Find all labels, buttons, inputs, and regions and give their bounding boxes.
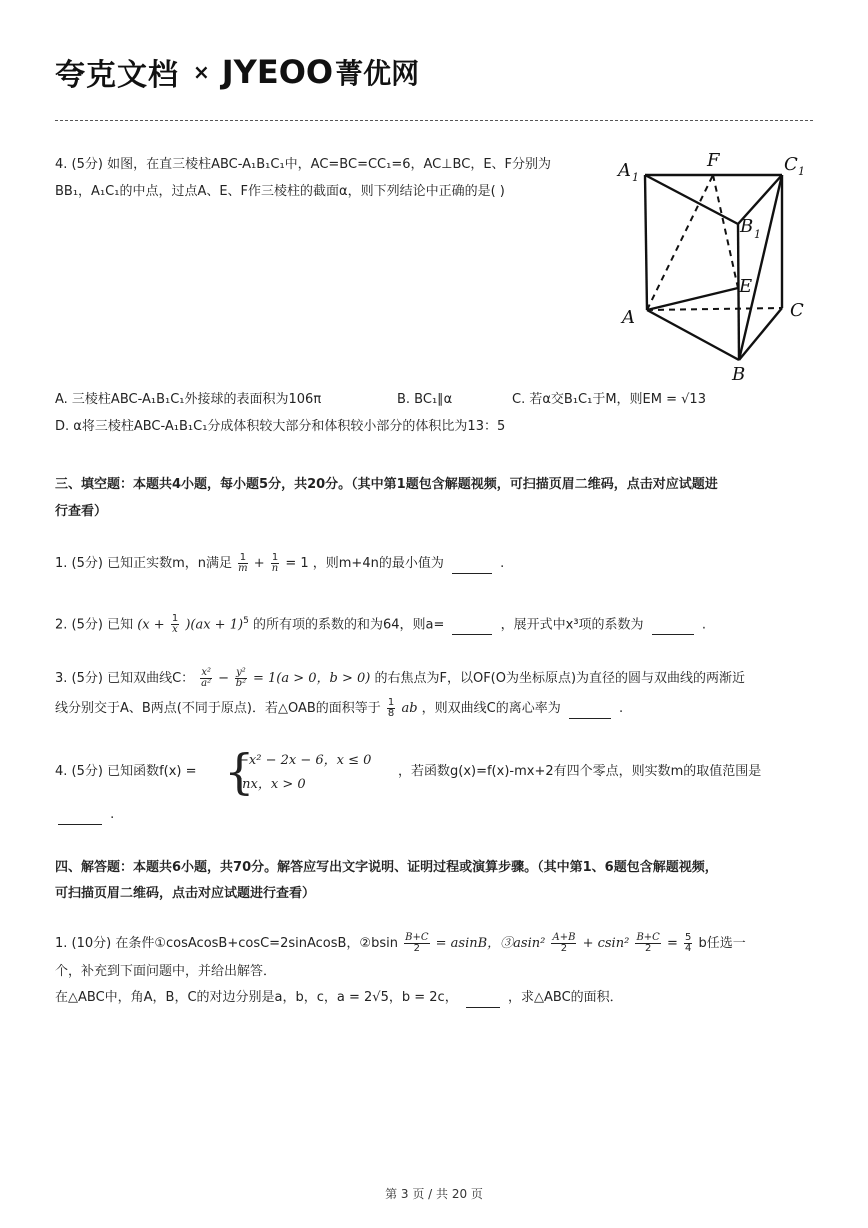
solve1-line1: 1. (10分) 在条件①cosAcosB+cosC=2sinAcosB，②bsin $\frac{B+C}{2}$ = asinB，③asin² $\frac{A+B}{2}$ + csin² $\frac{B+C}{2}$ = $\frac{5}{4}$ b任选一: [55, 932, 746, 954]
fill1-pre: 1. (5分) 已知正实数m，n满足: [55, 556, 232, 571]
edge-ac-hidden: [647, 308, 782, 310]
answer-blank[interactable]: [466, 993, 500, 1008]
brand-jyeoo: JYEOO: [221, 53, 334, 91]
solve1-line2: 个，补充到下面问题中，并给出解答．: [55, 964, 277, 979]
solve1-line3: 在△ABC中，角A，B，C的对边分别是a，b，c，a = 2√5，b = 2c， ，求△ABC的面积．: [55, 988, 623, 1008]
fill3-mid: 的右焦点为F，以OF(O为坐标原点)为直径的圆与双曲线的两渐近: [374, 671, 746, 686]
fill2-pre: 2. (5分) 已知: [55, 617, 134, 633]
header-divider: [55, 120, 813, 121]
fill3-line2: 线分别交于A、B两点(不同于原点)．若△OAB的面积等于 $\frac{1}{8}$ ab ，则双曲线C的离心率为 .: [55, 697, 624, 719]
times-sign: ×: [193, 60, 210, 84]
answer-blank[interactable]: [452, 559, 492, 574]
prism-figure: [612, 148, 812, 383]
edge-ae: [647, 288, 738, 310]
label-c1: C: [784, 154, 798, 175]
piecewise-brace: {: [224, 744, 255, 800]
page-footer: 第 3 页 / 共 20 页: [385, 1187, 483, 1201]
label-f: F: [707, 150, 720, 171]
fill4-answer: .: [58, 805, 114, 825]
edge-ab: [647, 310, 739, 360]
fill3-pre: 3. (5分) 已知双曲线C：: [55, 671, 195, 686]
answer-blank[interactable]: [569, 704, 611, 719]
fill1-mid: ，则m+4n的最小值为: [312, 556, 444, 571]
brand-jingyou: 菁优网: [335, 57, 420, 90]
q4-option-a: A. 三棱柱ABC-A₁B₁C₁外接球的表面积为106π: [55, 392, 322, 407]
fill2-mid: 的所有项的系数的和为64，则a=: [252, 617, 445, 633]
section4-title-line2: 可扫描页眉二维码，点击对应试题进行查看）: [55, 886, 316, 901]
answer-blank[interactable]: [452, 620, 492, 635]
label-a1-sub: 1: [632, 171, 639, 184]
edge-a1b1: [645, 175, 738, 224]
fill4-pre: 4. (5分) 已知函数f(x) =: [55, 764, 197, 779]
frac-1-over-n: $\frac{1}{n}$: [271, 552, 279, 574]
edge-aa1: [645, 175, 647, 310]
fill2: 2. (5分) 已知 (x + $\frac{1}{x}$ )(ax + 1)$^5$ 的所有项的系数的和为64，则a= ，展开式中x³项的系数为 .: [55, 613, 706, 636]
fill1: 1. (5分) 已知正实数m，n满足 $\frac{1}{m}$ + $\frac{1}{n}$ = 1 ，则m+4n的最小值为 .: [55, 552, 505, 574]
frac-1-over-m: $\frac{1}{m}$: [238, 552, 248, 574]
piecewise-case1: −x² − 2x − 6，x ≤ 0: [238, 753, 372, 768]
fill2-mid2: ，展开式中x³项的系数为: [500, 617, 644, 633]
label-c1-sub: 1: [798, 165, 805, 178]
label-c: C: [790, 300, 804, 321]
q4-option-b: B. BC₁∥α: [397, 392, 453, 407]
piecewise-case2: lnx，x > 0: [238, 777, 306, 792]
label-b1-sub: 1: [754, 228, 761, 241]
answer-blank[interactable]: [58, 810, 102, 825]
answer-blank[interactable]: [652, 620, 694, 635]
edge-fe-hidden: [713, 175, 738, 288]
label-a1: A: [618, 160, 631, 181]
section4-title-line1: 四、解答题：本题共6小题，共70分。解答应写出文字说明、证明过程或演算步骤。（其中第1、6题包含解题视频，: [55, 860, 718, 875]
q4-line1: 4. (5分) 如图，在直三棱柱ABC-A₁B₁C₁中，AC=BC=CC₁=6，AC⊥BC，E、F分别为: [55, 157, 552, 172]
label-b: B: [732, 364, 746, 383]
label-e: E: [739, 276, 753, 297]
fill4-mid: ，若函数g(x)=f(x)-mx+2有四个零点，则实数m的取值范围是: [398, 764, 762, 779]
edge-af-hidden: [647, 175, 713, 310]
frac-1-over-x: $\frac{1}{x}$: [171, 613, 179, 636]
label-a: A: [622, 307, 635, 328]
header-logo: [55, 52, 419, 92]
q4-line2: BB₁，A₁C₁的中点，过点A、E、F作三棱柱的截面α，则下列结论中正确的是( ): [55, 184, 505, 199]
section3-title-line2: 行查看）: [55, 504, 108, 519]
q4-option-c: C. 若α交B₁C₁于M，则EM = √13: [512, 392, 706, 407]
q4-option-d: D. α将三棱柱ABC-A₁B₁C₁分成体积较大部分和体积较小部分的体积比为13：5: [55, 419, 506, 434]
fill3-line1: 3. (5分) 已知双曲线C： $\frac{\text{x²}}{\text{a²}}$ − $\frac{\text{y²}}{\text{b²}}$ = 1(a > 0，b > 0) 的右焦点为F，以OF(O为坐标原点)为直径的圆与双曲线的两渐近: [55, 667, 746, 689]
section3-title-line1: 三、填空题：本题共4小题，每小题5分，共20分。（其中第1题包含解题视频，可扫描页眉二维码，点击对应试题进: [55, 477, 718, 492]
label-b1: B: [740, 216, 754, 237]
brand-quark: 夸克文档: [55, 58, 179, 93]
